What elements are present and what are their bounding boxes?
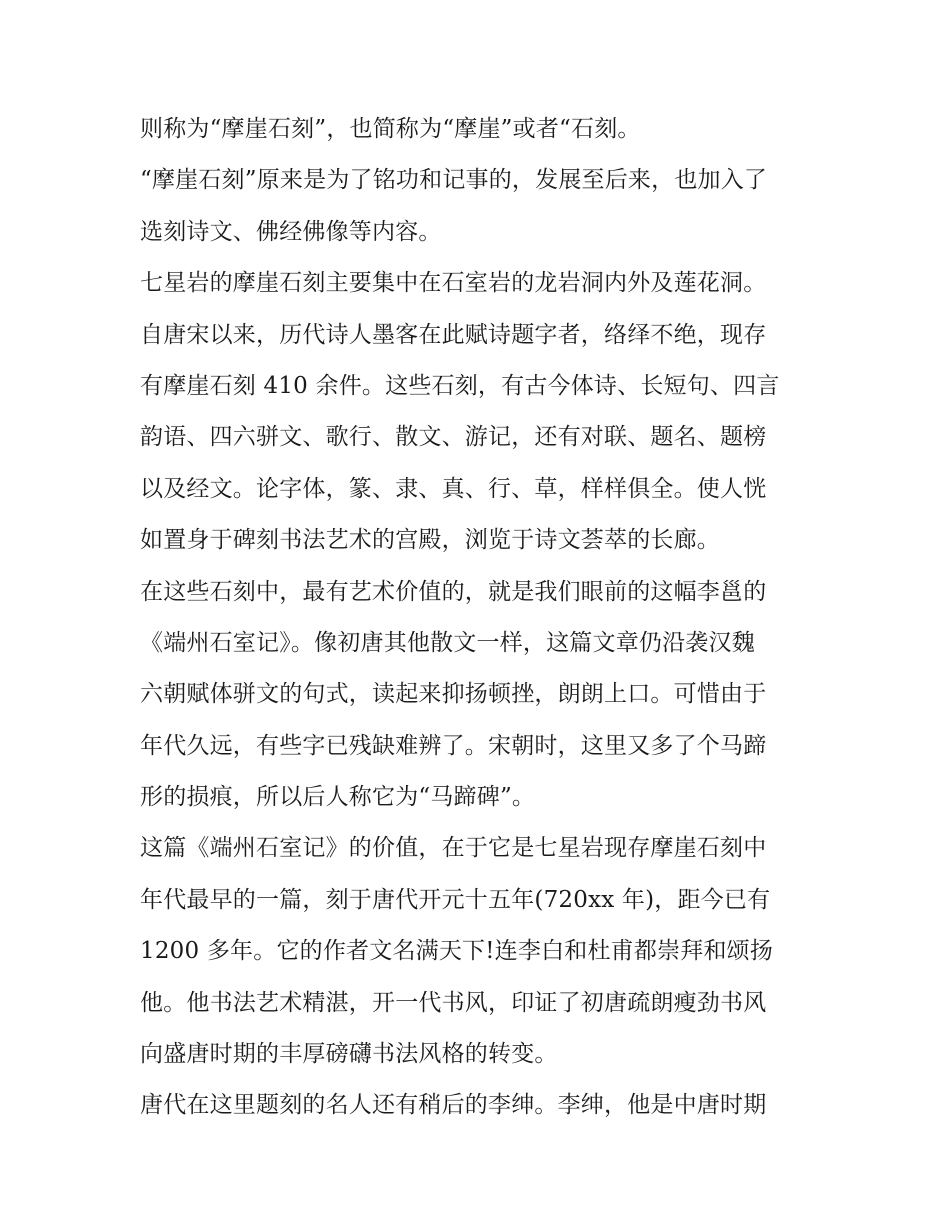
text-line-4: 七星岩的摩崖石刻主要集中在石室岩的龙岩洞内外及莲花洞。 — [140, 270, 767, 297]
text-line-1: 则称为“摩崖石刻”，也简称为“摩崖”或者“石刻。 — [140, 116, 641, 142]
text-line-14: 形的损痕，所以后人称它为“马蹄碑”。 — [140, 784, 536, 811]
text-line-3: 选刻诗文、佛经佛像等内容。 — [140, 218, 442, 245]
text-line-13: 年代久远，有些字已残缺难辨了。宋朝时，这里又多了个马蹄 — [140, 732, 767, 759]
text-line-5: 自唐宋以来，历代诗人墨客在此赋诗题字者，络绎不绝，现存 — [140, 321, 767, 348]
text-line-9: 如置身于碑刻书法艺术的宫殿，浏览于诗文荟萃的长廊。 — [140, 527, 720, 554]
text-line-16: 年代最早的一篇，刻于唐代开元十五年(720xx 年)，距今已有 — [140, 886, 771, 913]
text-line-7: 韵语、四六骈文、歌行、散文、游记，还有对联、题名、题榜 — [140, 424, 767, 451]
text-line-18: 他。他书法艺术精湛，开一代书风，印证了初唐疏朗瘦劲书风 — [140, 989, 767, 1016]
text-line-2: “摩崖石刻”原来是为了铭功和记事的，发展至后来，也加入了 — [140, 167, 768, 194]
text-line-20: 唐代在这里题刻的名人还有稍后的李绅。李绅，他是中唐时期 — [140, 1092, 767, 1119]
text-line-15: 这篇《端州石室记》的价值，在于它是七星岩现存摩崖石刻中 — [140, 835, 767, 862]
text-line-12: 六朝赋体骈文的句式，读起来抑扬顿挫，朗朗上口。可惜由于 — [140, 681, 767, 708]
body-text — [140, 104, 840, 1132]
text-line-11: 《端州石室记》。像初唐其他散文一样，这篇文章仍沿袭汉魏 — [140, 629, 755, 656]
text-line-6: 有摩崖石刻 410 余件。这些石刻，有古今体诗、长短句、四言 — [140, 372, 780, 399]
text-line-17: 1200 多年。它的作者文名满天下!连李白和杜甫都崇拜和颂扬 — [140, 938, 774, 965]
text-line-10: 在这些石刻中，最有艺术价值的，就是我们眼前的这幅李邕的 — [140, 578, 767, 605]
text-line-8: 以及经文。论字体，篆、隶、真、行、草，样样俱全。使人恍 — [140, 475, 767, 502]
text-line-19: 向盛唐时期的丰厚磅礴书法风格的转变。 — [140, 1041, 558, 1068]
